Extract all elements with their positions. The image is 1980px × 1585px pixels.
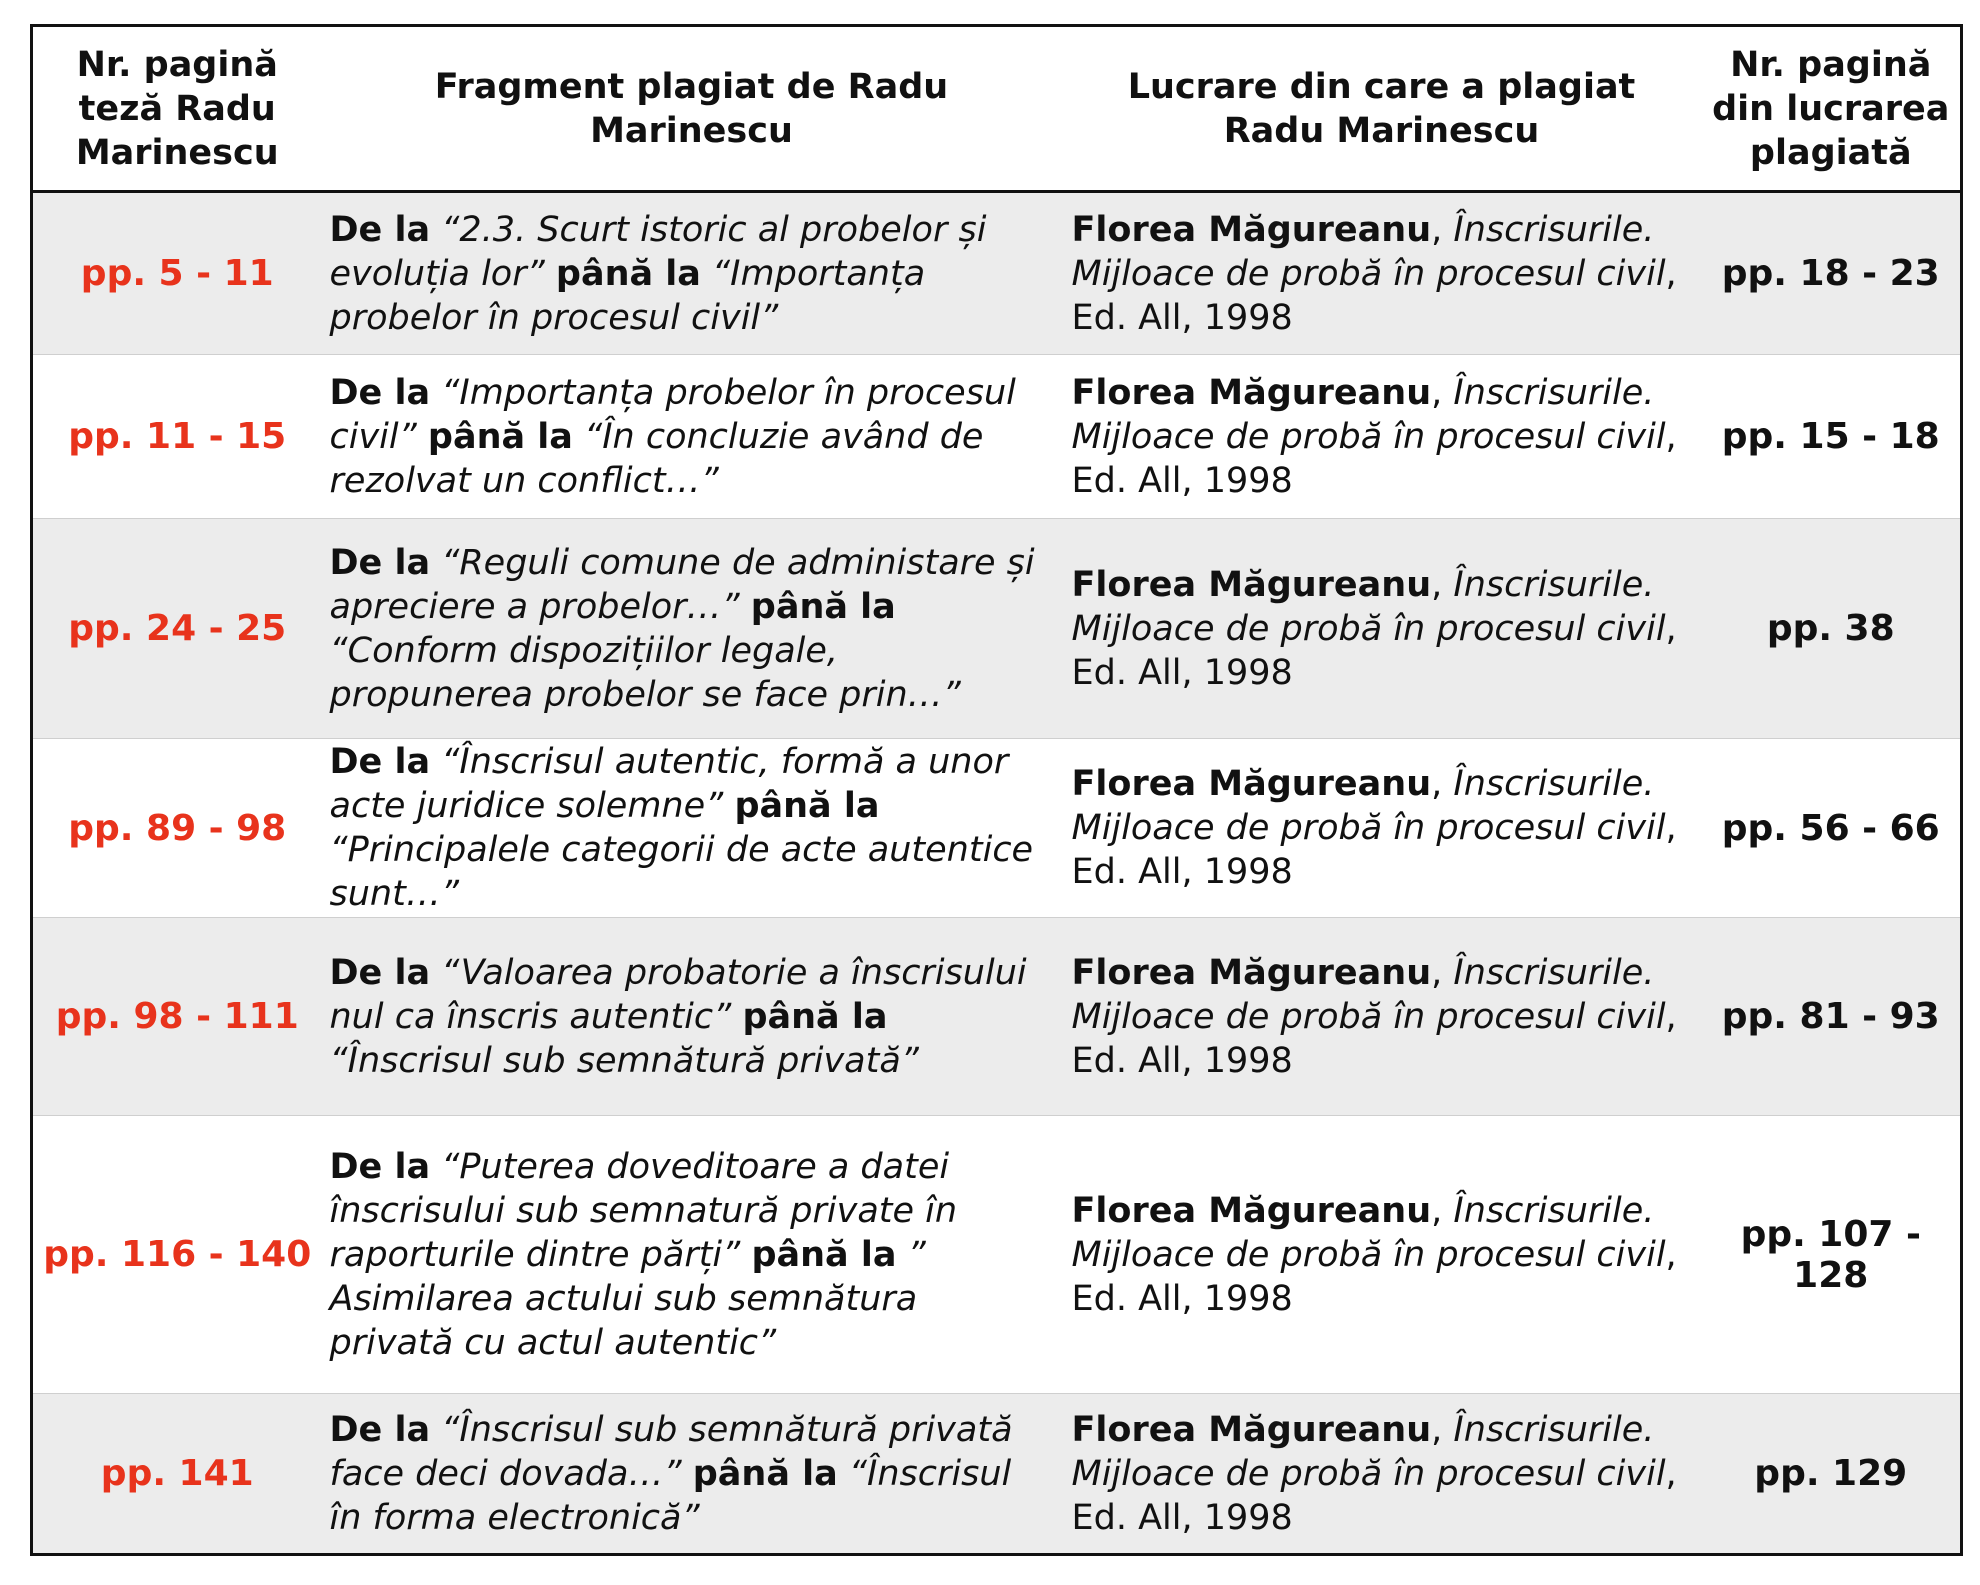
to-text: “Importanța probelor în procesul civil” [329, 253, 926, 338]
source-author: Florea Măgureanu [1071, 952, 1432, 993]
to-text: ” Asimilarea actului sub semnătura privată cu actul autentic” [329, 1234, 926, 1363]
source-publisher: Ed. All, 1998 [1071, 852, 1293, 892]
from-text: “2.3. Scurt istoric al probelor și evoluția lor” [329, 209, 987, 294]
to-label: până la [742, 996, 888, 1037]
from-text: “Puterea doveditoare a datei înscrisului sub semnatură private în raporturile dintre părți” [329, 1146, 958, 1275]
source-author: Florea Măgureanu [1071, 1190, 1432, 1231]
header-source-page [1702, 26, 1962, 192]
table-row [32, 918, 1962, 1116]
to-text: “Înscrisul sub semnătură privată” [329, 1040, 919, 1081]
source-author: Florea Măgureanu [1071, 372, 1432, 413]
header-fragment-text: Fragment plagiat de Radu Marinescu [434, 66, 949, 151]
from-label: De la [329, 542, 431, 583]
from-label: De la [329, 1409, 431, 1450]
source-publisher: Ed. All, 1998 [1071, 1497, 1293, 1538]
table-row [32, 739, 1962, 918]
source-cell: Florea Măgureanu, Înscrisurile. Mijloace de probă în procesul civil, Ed. All, 1998 [1071, 209, 1677, 338]
to-label: până la [751, 1234, 897, 1275]
thesis-pages: pp. 98 - 111 [55, 996, 299, 1037]
source-pages: pp. 15 - 18 [1721, 416, 1940, 457]
thesis-pages: pp. 24 - 25 [68, 608, 287, 649]
source-publisher: Ed. All, 1998 [1071, 297, 1293, 338]
from-label: De la [329, 372, 431, 413]
table-row [32, 192, 1962, 355]
from-label: De la [329, 952, 431, 993]
source-title: Înscrisurile. Mijloace de probă în procesul civil [1071, 1190, 1666, 1275]
source-title: Înscrisurile. Mijloace de probă în procesul civil [1071, 1409, 1666, 1494]
source-title: Înscrisurile. Mijloace de probă în procesul civil [1071, 372, 1666, 457]
fragment-cell [322, 739, 1062, 918]
source-title: Înscrisurile. Mijloace de probă în procesul civil [1071, 209, 1666, 294]
source-cell: Florea Măgureanu, Înscrisurile. Mijloace de probă în procesul civil, Ed. All, 1998 [1071, 372, 1677, 501]
from-label: De la [329, 209, 431, 250]
plagiarism-table [30, 24, 1963, 1556]
thesis-pages: pp. 116 - 140 [43, 1234, 312, 1275]
fragment-cell [322, 355, 1062, 519]
from-text: “Reguli comune de administare și apreciere a probelor…” [329, 542, 1035, 627]
source-pages: pp. 38 [1766, 608, 1895, 649]
thesis-pages: pp. 141 [100, 1453, 254, 1494]
to-text: “În concluzie având de rezolvat un conflict…” [329, 416, 984, 501]
to-label: până la [734, 786, 880, 826]
table-row [32, 519, 1962, 739]
header-source-work-text: Lucrare din care a plagiat Radu Marinescu [1127, 66, 1636, 151]
source-author: Florea Măgureanu [1071, 209, 1432, 250]
to-text: “Înscrisul în forma electronică” [329, 1453, 1012, 1538]
source-title: Înscrisurile. Mijloace de probă în procesul civil [1071, 764, 1666, 848]
from-text: “Importanța probelor în procesul civil” [329, 372, 1016, 457]
from-label: De la [329, 1146, 431, 1187]
header-fragment [322, 26, 1062, 192]
source-author: Florea Măgureanu [1071, 764, 1432, 804]
fragment-cell [322, 519, 1062, 739]
source-pages: pp. 107 - 128 [1740, 1213, 1921, 1296]
source-publisher: Ed. All, 1998 [1071, 460, 1293, 501]
to-label: până la [555, 253, 701, 294]
thesis-pages: pp. 11 - 15 [68, 416, 287, 457]
table-row [32, 1116, 1962, 1394]
source-pages: pp. 129 [1754, 1453, 1908, 1494]
to-text: “Conform dispozițiilor legale, propunerea probelor se face prin…” [329, 630, 961, 715]
source-cell: Florea Măgureanu, Înscrisurile. Mijloace de probă în procesul civil, Ed. All, 1998 [1071, 564, 1677, 693]
thesis-pages: pp. 5 - 11 [80, 253, 274, 294]
fragment-cell [322, 1116, 1062, 1394]
fragment-cell [322, 918, 1062, 1116]
to-label: până la [427, 416, 573, 457]
from-text: “Înscrisul autentic, formă a unor acte juridice solemne” [329, 742, 1009, 826]
header-thesis-page-text: Nr. pagină teză Radu Marinescu [75, 44, 279, 173]
header-source-page-text: Nr. pagină din lucrarea plagiată [1712, 44, 1950, 173]
source-author: Florea Măgureanu [1071, 564, 1432, 605]
header-source-work [1062, 26, 1702, 192]
header-row [32, 26, 1962, 192]
table-row [32, 1394, 1962, 1555]
to-label: până la [692, 1453, 838, 1494]
fragment-cell [322, 1394, 1062, 1555]
source-cell: Florea Măgureanu, Înscrisurile. Mijloace de probă în procesul civil, Ed. All, 1998 [1071, 764, 1677, 892]
source-author: Florea Măgureanu [1071, 1409, 1432, 1450]
to-label: până la [750, 586, 896, 627]
table-row [32, 355, 1962, 519]
source-cell: Florea Măgureanu, Înscrisurile. Mijloace de probă în procesul civil, Ed. All, 1998 [1071, 1190, 1677, 1319]
fragment-cell [322, 192, 1062, 355]
table-body [32, 192, 1962, 1555]
source-publisher: Ed. All, 1998 [1071, 652, 1293, 693]
source-title: Înscrisurile. Mijloace de probă în procesul civil [1071, 564, 1666, 649]
from-text: “Înscrisul sub semnătură privată face deci dovada…” [329, 1409, 1013, 1494]
source-publisher: Ed. All, 1998 [1071, 1040, 1293, 1081]
source-pages: pp. 81 - 93 [1721, 996, 1940, 1037]
from-text: “Valoarea probatorie a înscrisului nul ca înscris autentic” [329, 952, 1027, 1037]
thesis-pages: pp. 89 - 98 [68, 807, 287, 849]
source-cell: Florea Măgureanu, Înscrisurile. Mijloace de probă în procesul civil, Ed. All, 1998 [1071, 1409, 1677, 1538]
source-publisher: Ed. All, 1998 [1071, 1278, 1293, 1319]
source-pages: pp. 18 - 23 [1721, 253, 1940, 294]
source-cell: Florea Măgureanu, Înscrisurile. Mijloace de probă în procesul civil, Ed. All, 1998 [1071, 952, 1677, 1081]
header-thesis-page [32, 26, 322, 192]
source-title: Înscrisurile. Mijloace de probă în procesul civil [1071, 952, 1666, 1037]
to-text: “Principalele categorii de acte autentice sunt…” [329, 830, 1034, 914]
source-pages: pp. 56 - 66 [1721, 807, 1940, 849]
from-label: De la [329, 742, 431, 782]
